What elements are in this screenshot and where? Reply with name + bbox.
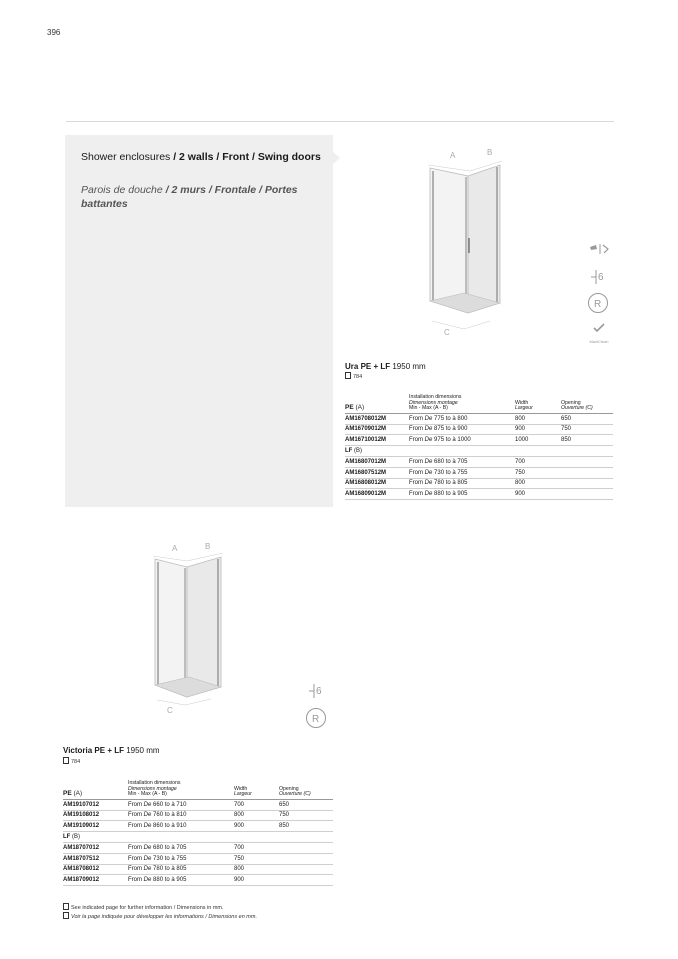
opening-cell [561,489,613,500]
cell-width: 700 [234,844,245,851]
cell-min: 780 [434,480,445,487]
opening-cell [279,821,333,832]
cell-min: 680 [153,844,164,851]
maxiclean-label: MaxiClean [589,339,609,344]
opening-cell [279,875,333,886]
article-code [345,435,409,446]
install-range-cell [409,467,515,478]
document-icon [63,903,69,910]
width-cell [515,413,561,424]
diagram-label-b: B [205,542,211,551]
cell-opening: 850 [561,437,572,444]
cell-from: From [409,426,423,433]
cell-from: From [128,844,142,851]
table-row [345,435,613,446]
cell-width: 800 [515,480,526,487]
cell-max: 755 [176,855,187,862]
cell-to: to à [164,823,175,830]
cell-to: to à [445,415,456,422]
install-range-cell [128,875,234,886]
table-row [63,842,333,853]
cell-code: AM16809012M [345,491,387,498]
cell-to: to à [164,812,175,819]
reference-page-number: 784 [353,374,363,380]
width-header [515,395,561,413]
cell-to: to à [164,844,175,851]
cell-max: 705 [176,844,187,851]
article-code [63,875,128,886]
heading-en-prefix: Shower enclosures [81,151,171,163]
cell-min: 680 [434,458,445,465]
cell-min: 860 [153,823,164,830]
table-row [345,489,613,500]
opening-en: Opening [561,399,581,406]
opening-cell [279,864,333,875]
cell-width: 800 [234,812,245,819]
width-cell [515,467,561,478]
cell-max: 900 [457,426,468,433]
reversible-icon [305,707,327,729]
cell-min: 780 [153,866,164,873]
cell-from: From [409,437,423,444]
install-range-cell [409,424,515,435]
cell-from: From [128,823,142,830]
cell-de: De [143,844,152,851]
diagram-label-a: A [450,151,456,160]
article-code [345,424,409,435]
document-icon [63,757,69,764]
install-range-cell [409,489,515,500]
lf-suffix: (B) [352,448,363,455]
install-fr: Dimensions montage [409,399,458,406]
table-row [345,424,613,435]
cell-from: From [409,415,423,422]
table-row [63,864,333,875]
cell-from: From [409,491,423,498]
product-image-victoria [145,537,245,717]
heading-fr-bold: / 2 murs / Frontale / Portes battantes [81,184,298,210]
pe-suffix: (A) [71,790,83,798]
cell-width: 900 [234,823,245,830]
product-height: 1950 mm [123,746,160,755]
cell-opening: 750 [561,426,572,433]
width-cell [515,456,561,467]
cell-de: De [424,426,433,433]
reversible-label: R [312,714,320,725]
cell-opening: 650 [561,415,572,422]
lf-group-row [345,446,613,457]
cell-to: to à [164,801,175,808]
diagram-label-b: B [487,148,493,157]
width-en: Width [515,399,529,406]
cell-from: From [409,469,423,476]
product-image-ura [420,143,520,343]
six-mm-label: 6 [316,686,322,697]
table-row [345,413,613,424]
install-en: Installation dimensions [409,394,462,400]
cell-opening: 650 [279,801,290,808]
product-title-ura [345,362,426,371]
cell-to: to à [445,437,456,444]
victoria-pe-rows [63,799,333,831]
cell-from: From [128,801,142,808]
cell-from: From [128,866,142,873]
cell-to: to à [164,855,175,862]
diagram-label-c: C [167,706,173,715]
width-cell [234,864,279,875]
product-height: 1950 mm [390,362,426,371]
install-fr: Dimensions montage [128,785,177,792]
lf-group-label [63,832,333,843]
cell-to: to à [445,458,456,465]
cell-de: De [424,458,433,465]
footnote-fr-text: Voir la page indiquée pour développer les informations / Dimensions en mm. [71,914,257,920]
install-range-cell [128,853,234,864]
cell-min: 875 [434,426,445,433]
product-name: Victoria PE + LF [63,746,124,755]
section-heading-fr [81,183,321,211]
opening-fr: Ouverture (C) [561,405,593,412]
cell-width: 700 [515,458,526,465]
cell-de: De [143,855,152,862]
cell-de: De [424,480,433,487]
lf-label: LF [345,448,353,455]
cell-de: De [143,823,152,830]
table-row [63,799,333,810]
cell-de: De [424,415,433,422]
article-code [345,467,409,478]
table-row [63,821,333,832]
panel-pointer [333,152,340,164]
table-row [63,853,333,864]
cell-to: to à [445,469,456,476]
cell-max: 705 [457,458,468,465]
table-header-row [345,395,613,413]
cell-from: From [128,855,142,862]
cell-to: to à [445,480,456,487]
heading-fr-prefix: Parois de douche [81,184,163,196]
article-code [345,413,409,424]
cell-max: 710 [176,801,187,808]
article-code [63,799,128,810]
cell-from: From [128,877,142,884]
cell-max: 755 [457,469,468,476]
cell-to: to à [164,877,175,884]
cell-width: 900 [515,491,526,498]
cell-min: 730 [153,855,164,862]
opening-cell [561,478,613,489]
cell-de: De [143,812,152,819]
cell-min: 660 [153,801,164,808]
footnote-en [63,903,224,911]
article-code [63,853,128,864]
opening-cell [561,424,613,435]
pe-header [345,395,409,413]
pe-label: PE [345,404,354,412]
cell-max: 810 [176,812,187,819]
cell-code: AM18707012 [63,844,100,851]
reference-page-number: 784 [71,759,81,765]
section-heading-en [81,150,321,164]
opening-cell [279,842,333,853]
diagram-label-a: A [172,544,178,553]
pe-label: PE [63,790,72,798]
article-code [345,489,409,500]
width-cell [234,875,279,886]
width-cell [234,853,279,864]
document-icon [63,912,69,919]
cell-code: AM18709012 [63,877,100,884]
shower-head-icon [588,238,610,260]
spec-table-victoria [63,781,333,886]
install-range-cell [409,413,515,424]
cell-min: 975 [434,437,445,444]
cell-width: 800 [515,415,526,422]
opening-cell [279,799,333,810]
width-cell [234,821,279,832]
cell-to: to à [445,491,456,498]
install-range-cell [128,810,234,821]
width-fr: Largeur [234,791,252,798]
table-header-row [63,781,333,799]
cell-max: 905 [457,491,468,498]
cell-de: De [143,877,152,884]
article-code [63,842,128,853]
cell-code: AM16708012M [345,415,387,422]
install-range-cell [409,456,515,467]
opening-cell [561,456,613,467]
cell-width: 1000 [515,437,529,444]
table-row [345,456,613,467]
six-mm-glass-icon [588,266,610,288]
opening-cell [561,413,613,424]
width-cell [515,489,561,500]
cell-code: AM18708012 [63,866,100,873]
pe-suffix: (A) [353,404,365,412]
heading-en-bold: / 2 walls / Front / Swing doors [170,151,321,163]
opening-fr: Ouverture (C) [279,791,311,798]
cell-from: From [409,458,423,465]
page-reference [63,757,80,765]
width-cell [234,842,279,853]
install-range: Min - Max (A - B) [409,405,448,412]
pe-header [63,781,128,799]
install-dimensions-header [128,781,234,799]
footnote-en-text: See indicated page for further information / Dimensions in mm. [71,905,224,911]
cell-de: De [424,437,433,444]
cell-width: 900 [515,426,526,433]
cell-code: AM19107012 [63,801,100,808]
cell-code: AM16807512M [345,469,387,476]
install-range-cell [409,478,515,489]
page-number: 396 [47,28,61,37]
ura-lf-rows [345,456,613,499]
cell-max: 905 [176,877,187,884]
cell-max: 1000 [457,437,471,444]
article-code [345,478,409,489]
cell-width: 900 [234,877,245,884]
cell-code: AM16807012M [345,458,387,465]
cell-min: 775 [434,415,445,422]
opening-cell [561,467,613,478]
opening-cell [561,435,613,446]
table-row [63,875,333,886]
install-range-cell [409,435,515,446]
cell-opening: 850 [279,823,290,830]
cell-min: 760 [153,812,164,819]
cell-code: AM19109012 [63,823,100,830]
diagram-label-c: C [444,328,450,337]
cell-max: 805 [457,480,468,487]
cell-min: 880 [434,491,445,498]
install-range: Min - Max (A - B) [128,791,167,798]
footnote-fr [63,912,257,920]
table-row [345,478,613,489]
cell-code: AM16710012M [345,437,387,444]
cell-width: 800 [234,866,245,873]
width-cell [234,799,279,810]
width-fr: Largeur [515,405,533,412]
product-title-victoria [63,746,160,755]
article-code [63,864,128,875]
install-range-cell [128,864,234,875]
checkmark-icon [592,323,606,333]
lf-suffix: (B) [70,834,81,841]
maxiclean-badge [586,320,612,344]
install-range-cell [128,799,234,810]
width-en: Width [234,785,248,792]
cell-de: De [143,801,152,808]
opening-header [279,781,333,799]
cell-max: 910 [176,823,187,830]
width-cell [234,810,279,821]
cell-min: 730 [434,469,445,476]
cell-min: 880 [153,877,164,884]
table-row [345,467,613,478]
opening-cell [279,853,333,864]
cell-code: AM16709012M [345,426,387,433]
cell-de: De [424,491,433,498]
cell-from: From [128,812,142,819]
product-name: Ura PE + LF [345,362,391,371]
lf-label: LF [63,834,71,841]
cell-code: AM16808012M [345,480,387,487]
reversible-label: R [594,299,602,310]
width-header [234,781,279,799]
opening-cell [279,810,333,821]
cell-to: to à [164,866,175,873]
cell-width: 700 [234,801,245,808]
cell-code: AM18707512 [63,855,100,862]
cell-from: From [409,480,423,487]
top-divider [66,121,614,122]
lf-group-row [63,832,333,843]
lf-group-label [345,446,613,457]
page-reference [345,372,362,380]
cell-code: AM19108012 [63,812,100,819]
cell-opening: 750 [279,812,290,819]
cell-width: 750 [515,469,526,476]
victoria-lf-rows [63,842,333,885]
opening-header [561,395,613,413]
cell-max: 800 [457,415,468,422]
table-row [63,810,333,821]
install-en: Installation dimensions [128,780,181,786]
document-icon [345,372,351,379]
install-range-cell [128,842,234,853]
cell-to: to à [445,426,456,433]
six-mm-glass-icon [306,680,328,702]
install-range-cell [128,821,234,832]
opening-en: Opening [279,785,299,792]
cell-max: 805 [176,866,187,873]
cell-de: De [143,866,152,873]
width-cell [515,424,561,435]
cell-de: De [424,469,433,476]
article-code [63,821,128,832]
reversible-icon [587,292,609,314]
cell-width: 750 [234,855,245,862]
spec-table-ura [345,395,613,500]
width-cell [515,435,561,446]
six-mm-label: 6 [598,272,604,283]
article-code [345,456,409,467]
width-cell [515,478,561,489]
ura-pe-rows [345,413,613,445]
install-dimensions-header [409,395,515,413]
article-code [63,810,128,821]
